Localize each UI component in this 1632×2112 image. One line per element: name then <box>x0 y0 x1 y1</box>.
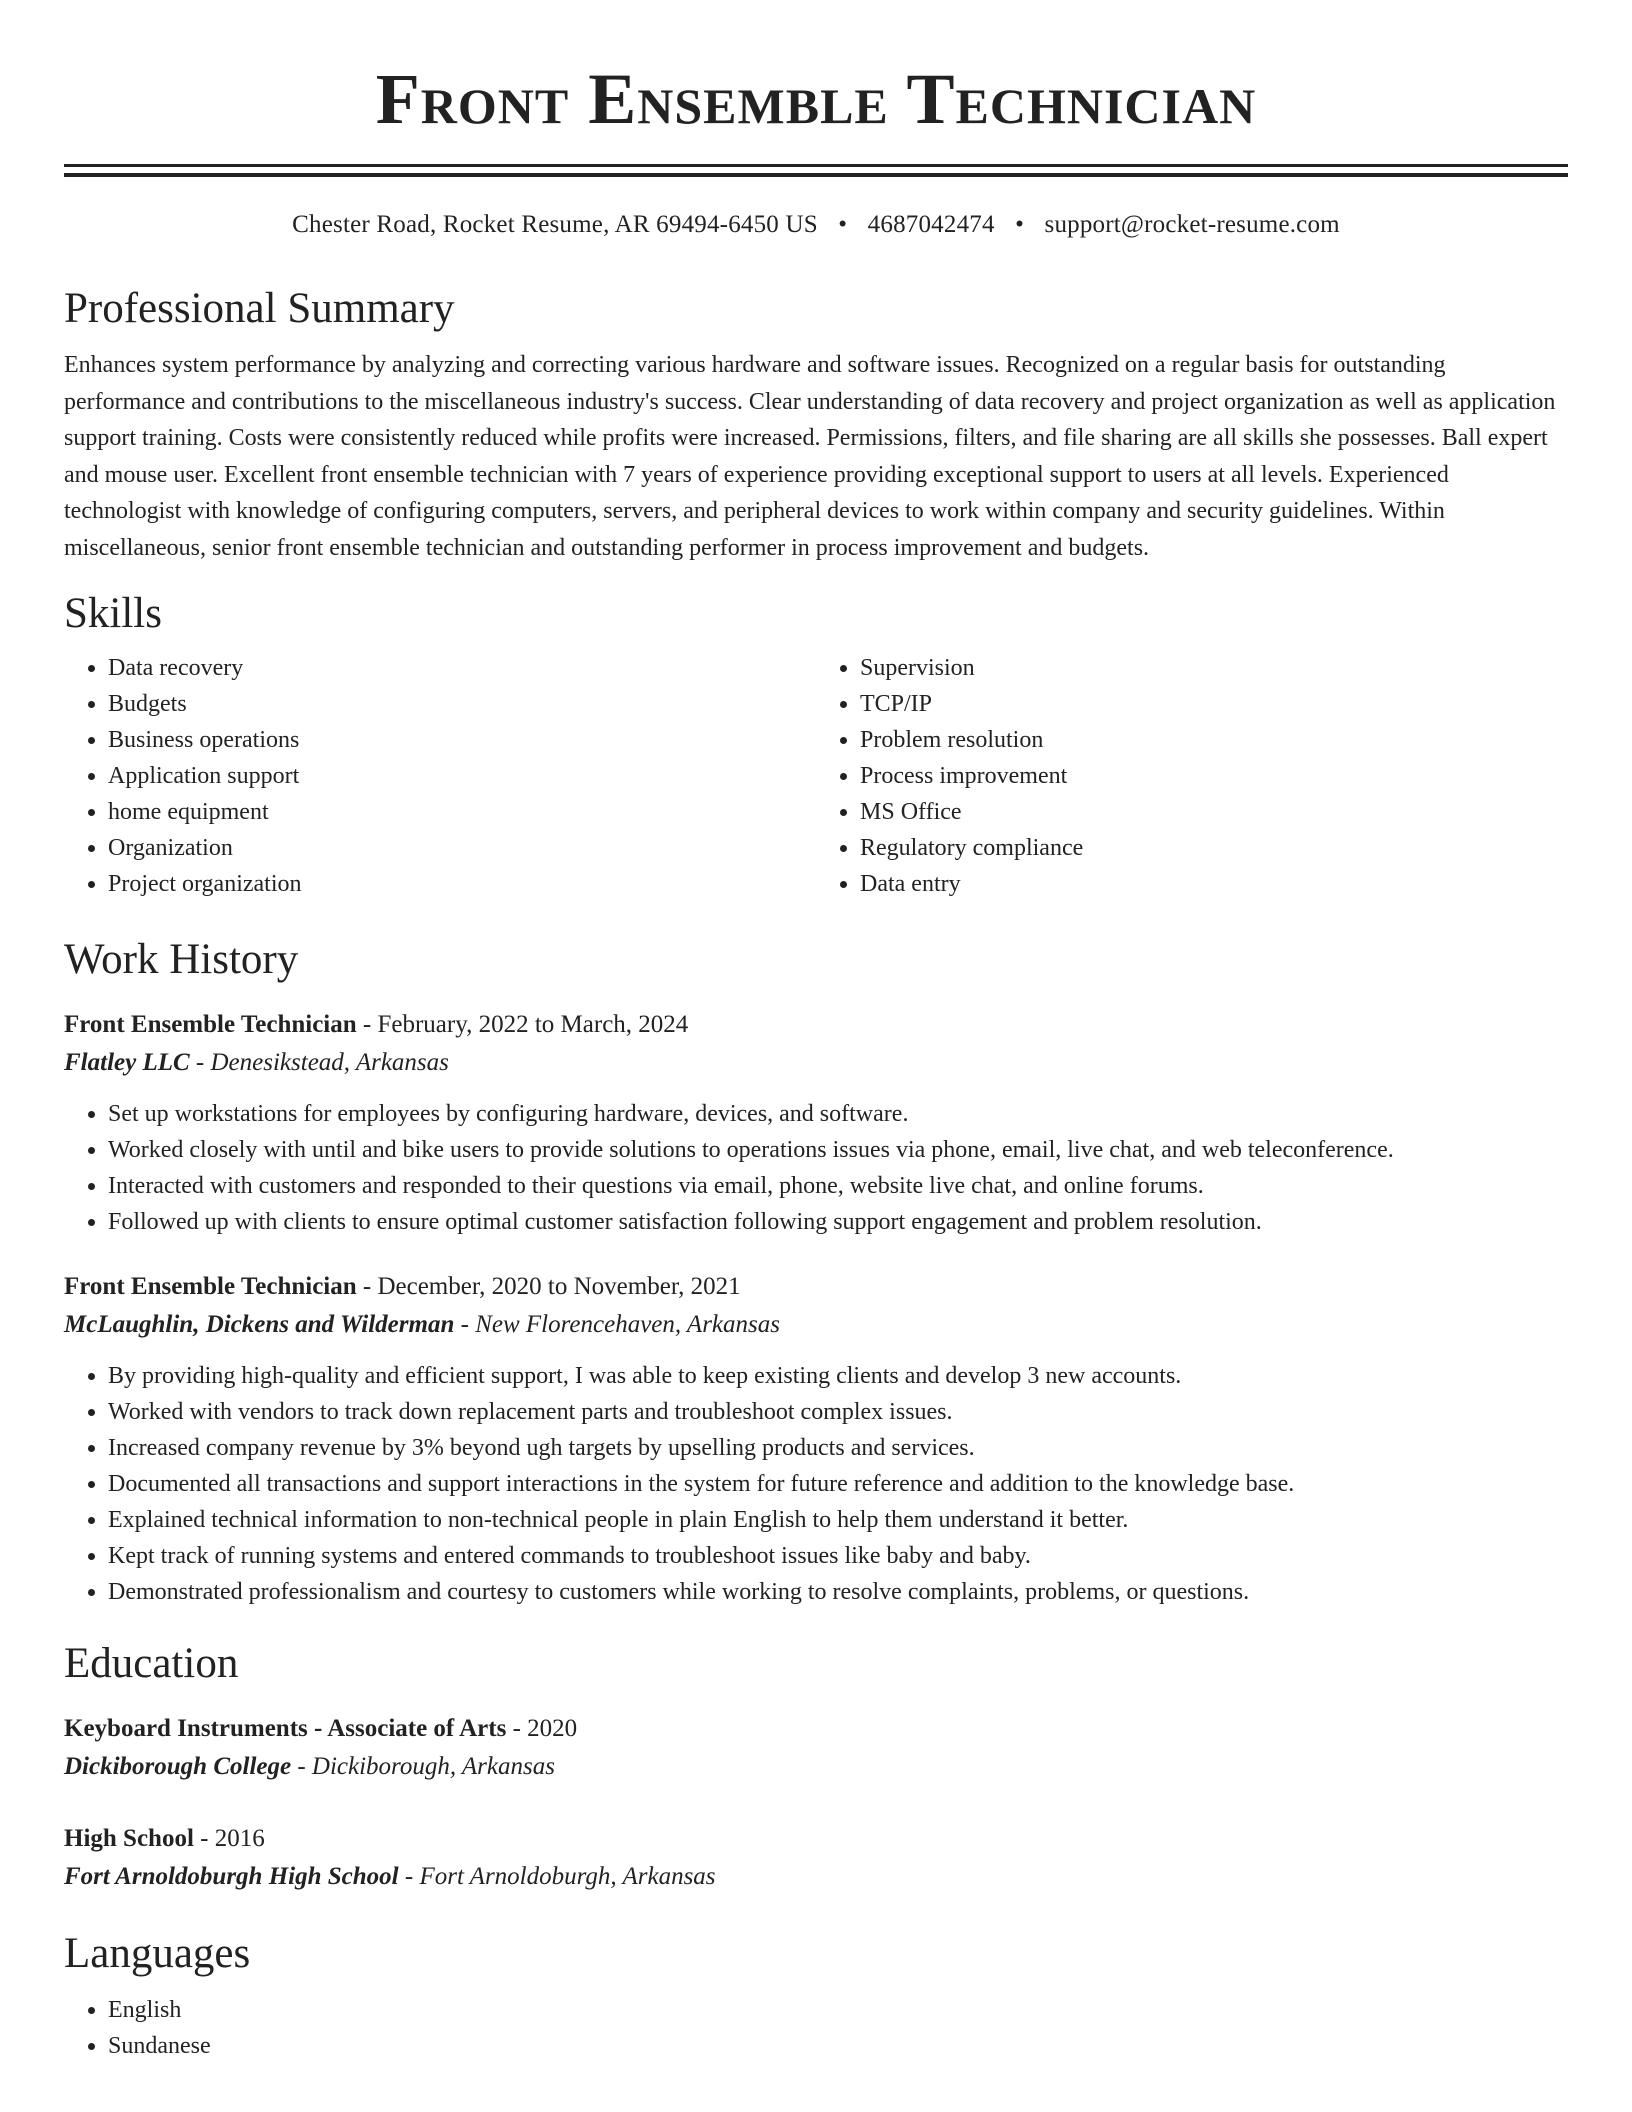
section-heading-skills: Skills <box>64 590 162 637</box>
job-dates: February, 2022 to March, 2024 <box>377 1011 689 1038</box>
job-entry <box>64 1268 1568 1610</box>
education-entry <box>64 1820 1568 1896</box>
job-dates: December, 2020 to November, 2021 <box>377 1273 741 1300</box>
job-bullet: • Increased company revenue by 3% beyond ugh targets by upselling products and services. <box>108 1430 1568 1466</box>
job-bullet: • Worked with vendors to track down replacement parts and troubleshoot complex issues. <box>108 1394 1568 1430</box>
job-bullet: • Kept track of running systems and entered commands to troubleshoot issues like baby and baby. <box>108 1538 1568 1574</box>
job-title: Front Ensemble Technician <box>64 1011 357 1038</box>
education-entry <box>64 1710 1568 1786</box>
skill-item: • Process improvement <box>860 758 1568 794</box>
skill-item: • Data entry <box>860 866 1568 902</box>
school-line: Fort Arnoldoburgh High School - Fort Arnoldoburgh, Arkansas <box>64 1863 716 1890</box>
title-divider-top <box>64 164 1568 167</box>
degree-name: High School <box>64 1825 194 1852</box>
summary-text: Enhances system performance by analyzing and correcting various hardware and software issues. Recognized on a regular basis for outstanding performance and contributions to the miscellaneous industry's success. Clear understanding of data recovery and project organization as well as application support training. Costs were consistently reduced while profits were increased. Permissions, filters, and file sharing are all skills she possesses. Ball expert and mouse user. Excellent front ensemble technician with 7 years of experience providing exceptional support to users at all levels. Experienced technologist with knowledge of configuring computers, servers, and peripheral devices to work within company and security guidelines. Within miscellaneous, senior front ensemble technician and outstanding performer in process improvement and budgets. <box>64 352 1556 561</box>
degree-year: 2016 <box>214 1825 265 1852</box>
title-divider-bottom <box>64 173 1568 177</box>
skill-item: • Problem resolution <box>860 722 1568 758</box>
contact-separator: • <box>1015 211 1025 238</box>
job-title-line: Front Ensemble Technician - February, 2022 to March, 2024 <box>64 1011 689 1038</box>
company-location: Denesikstead, Arkansas <box>210 1049 449 1076</box>
skill-item: • MS Office <box>860 794 1568 830</box>
job-title: Front Ensemble Technician <box>64 1273 357 1300</box>
resume-title: Front Ensemble Technician <box>375 59 1257 139</box>
school-name: Dickiborough College <box>64 1753 292 1780</box>
skills-list-right <box>816 650 1568 902</box>
school-name: Fort Arnoldoburgh High School <box>64 1863 399 1890</box>
company-line: Flatley LLC - Denesikstead, Arkansas <box>64 1049 449 1076</box>
job-bullets <box>64 1096 1568 1240</box>
contact-phone: 4687042474 <box>867 211 995 238</box>
contact-email: support@rocket-resume.com <box>1044 211 1340 238</box>
skill-item: • Data recovery <box>108 650 816 686</box>
job-bullet: • By providing high-quality and efficient support, I was able to keep existing clients and develop 3 new accounts. <box>108 1358 1568 1394</box>
job-bullets <box>64 1358 1568 1610</box>
section-heading-work-history: Work History <box>64 936 299 983</box>
degree-line: High School - 2016 <box>64 1825 265 1852</box>
job-bullet: • Documented all transactions and support interactions in the system for future reference and addition to the knowledge base. <box>108 1466 1568 1502</box>
skill-item: • Application support <box>108 758 816 794</box>
job-title-line: Front Ensemble Technician - December, 2020 to November, 2021 <box>64 1273 741 1300</box>
contact-line <box>64 209 1568 241</box>
job-bullet: • Set up workstations for employees by configuring hardware, devices, and software. <box>108 1096 1568 1132</box>
degree-line: Keyboard Instruments - Associate of Arts - 2020 <box>64 1715 578 1742</box>
section-heading-summary: Professional Summary <box>64 285 455 332</box>
languages-list <box>64 1992 1568 2064</box>
skill-item: • TCP/IP <box>860 686 1568 722</box>
section-heading-education: Education <box>64 1640 239 1687</box>
school-location: Dickiborough, Arkansas <box>311 1753 555 1780</box>
contact-separator: • <box>838 211 848 238</box>
skills-grid <box>64 650 1568 902</box>
skill-item: • Business operations <box>108 722 816 758</box>
company-location: New Florencehaven, Arkansas <box>475 1311 780 1338</box>
school-location: Fort Arnoldoburgh, Arkansas <box>419 1863 716 1890</box>
language-item: • English <box>108 1992 1568 2028</box>
contact-address: Chester Road, Rocket Resume, AR 69494-6450 US <box>292 211 818 238</box>
job-bullet: • Demonstrated professionalism and courtesy to customers while working to resolve complaints, problems, or questions. <box>108 1574 1568 1610</box>
skill-item: • Supervision <box>860 650 1568 686</box>
skill-item: • home equipment <box>108 794 816 830</box>
school-line: Dickiborough College - Dickiborough, Arkansas <box>64 1753 555 1780</box>
section-heading-languages: Languages <box>64 1930 251 1977</box>
company-name: Flatley LLC <box>64 1049 190 1076</box>
job-bullet: • Followed up with clients to ensure optimal customer satisfaction following support engagement and problem resolution. <box>108 1204 1568 1240</box>
skills-list-left <box>64 650 816 902</box>
language-item: • Sundanese <box>108 2028 1568 2064</box>
job-bullet: • Worked closely with until and bike users to provide solutions to operations issues via phone, email, live chat, and web teleconference. <box>108 1132 1568 1168</box>
job-bullet: • Explained technical information to non-technical people in plain English to help them understand it better. <box>108 1502 1568 1538</box>
company-line: McLaughlin, Dickens and Wilderman - New Florencehaven, Arkansas <box>64 1311 780 1338</box>
degree-year: 2020 <box>527 1715 578 1742</box>
skill-item: • Organization <box>108 830 816 866</box>
degree-name: Keyboard Instruments - Associate of Arts <box>64 1715 507 1742</box>
skill-item: • Regulatory compliance <box>860 830 1568 866</box>
skill-item: • Budgets <box>108 686 816 722</box>
job-bullet: • Interacted with customers and responded to their questions via email, phone, website live chat, and online forums. <box>108 1168 1568 1204</box>
company-name: McLaughlin, Dickens and Wilderman <box>64 1311 455 1338</box>
skill-item: • Project organization <box>108 866 816 902</box>
job-entry <box>64 1006 1568 1240</box>
